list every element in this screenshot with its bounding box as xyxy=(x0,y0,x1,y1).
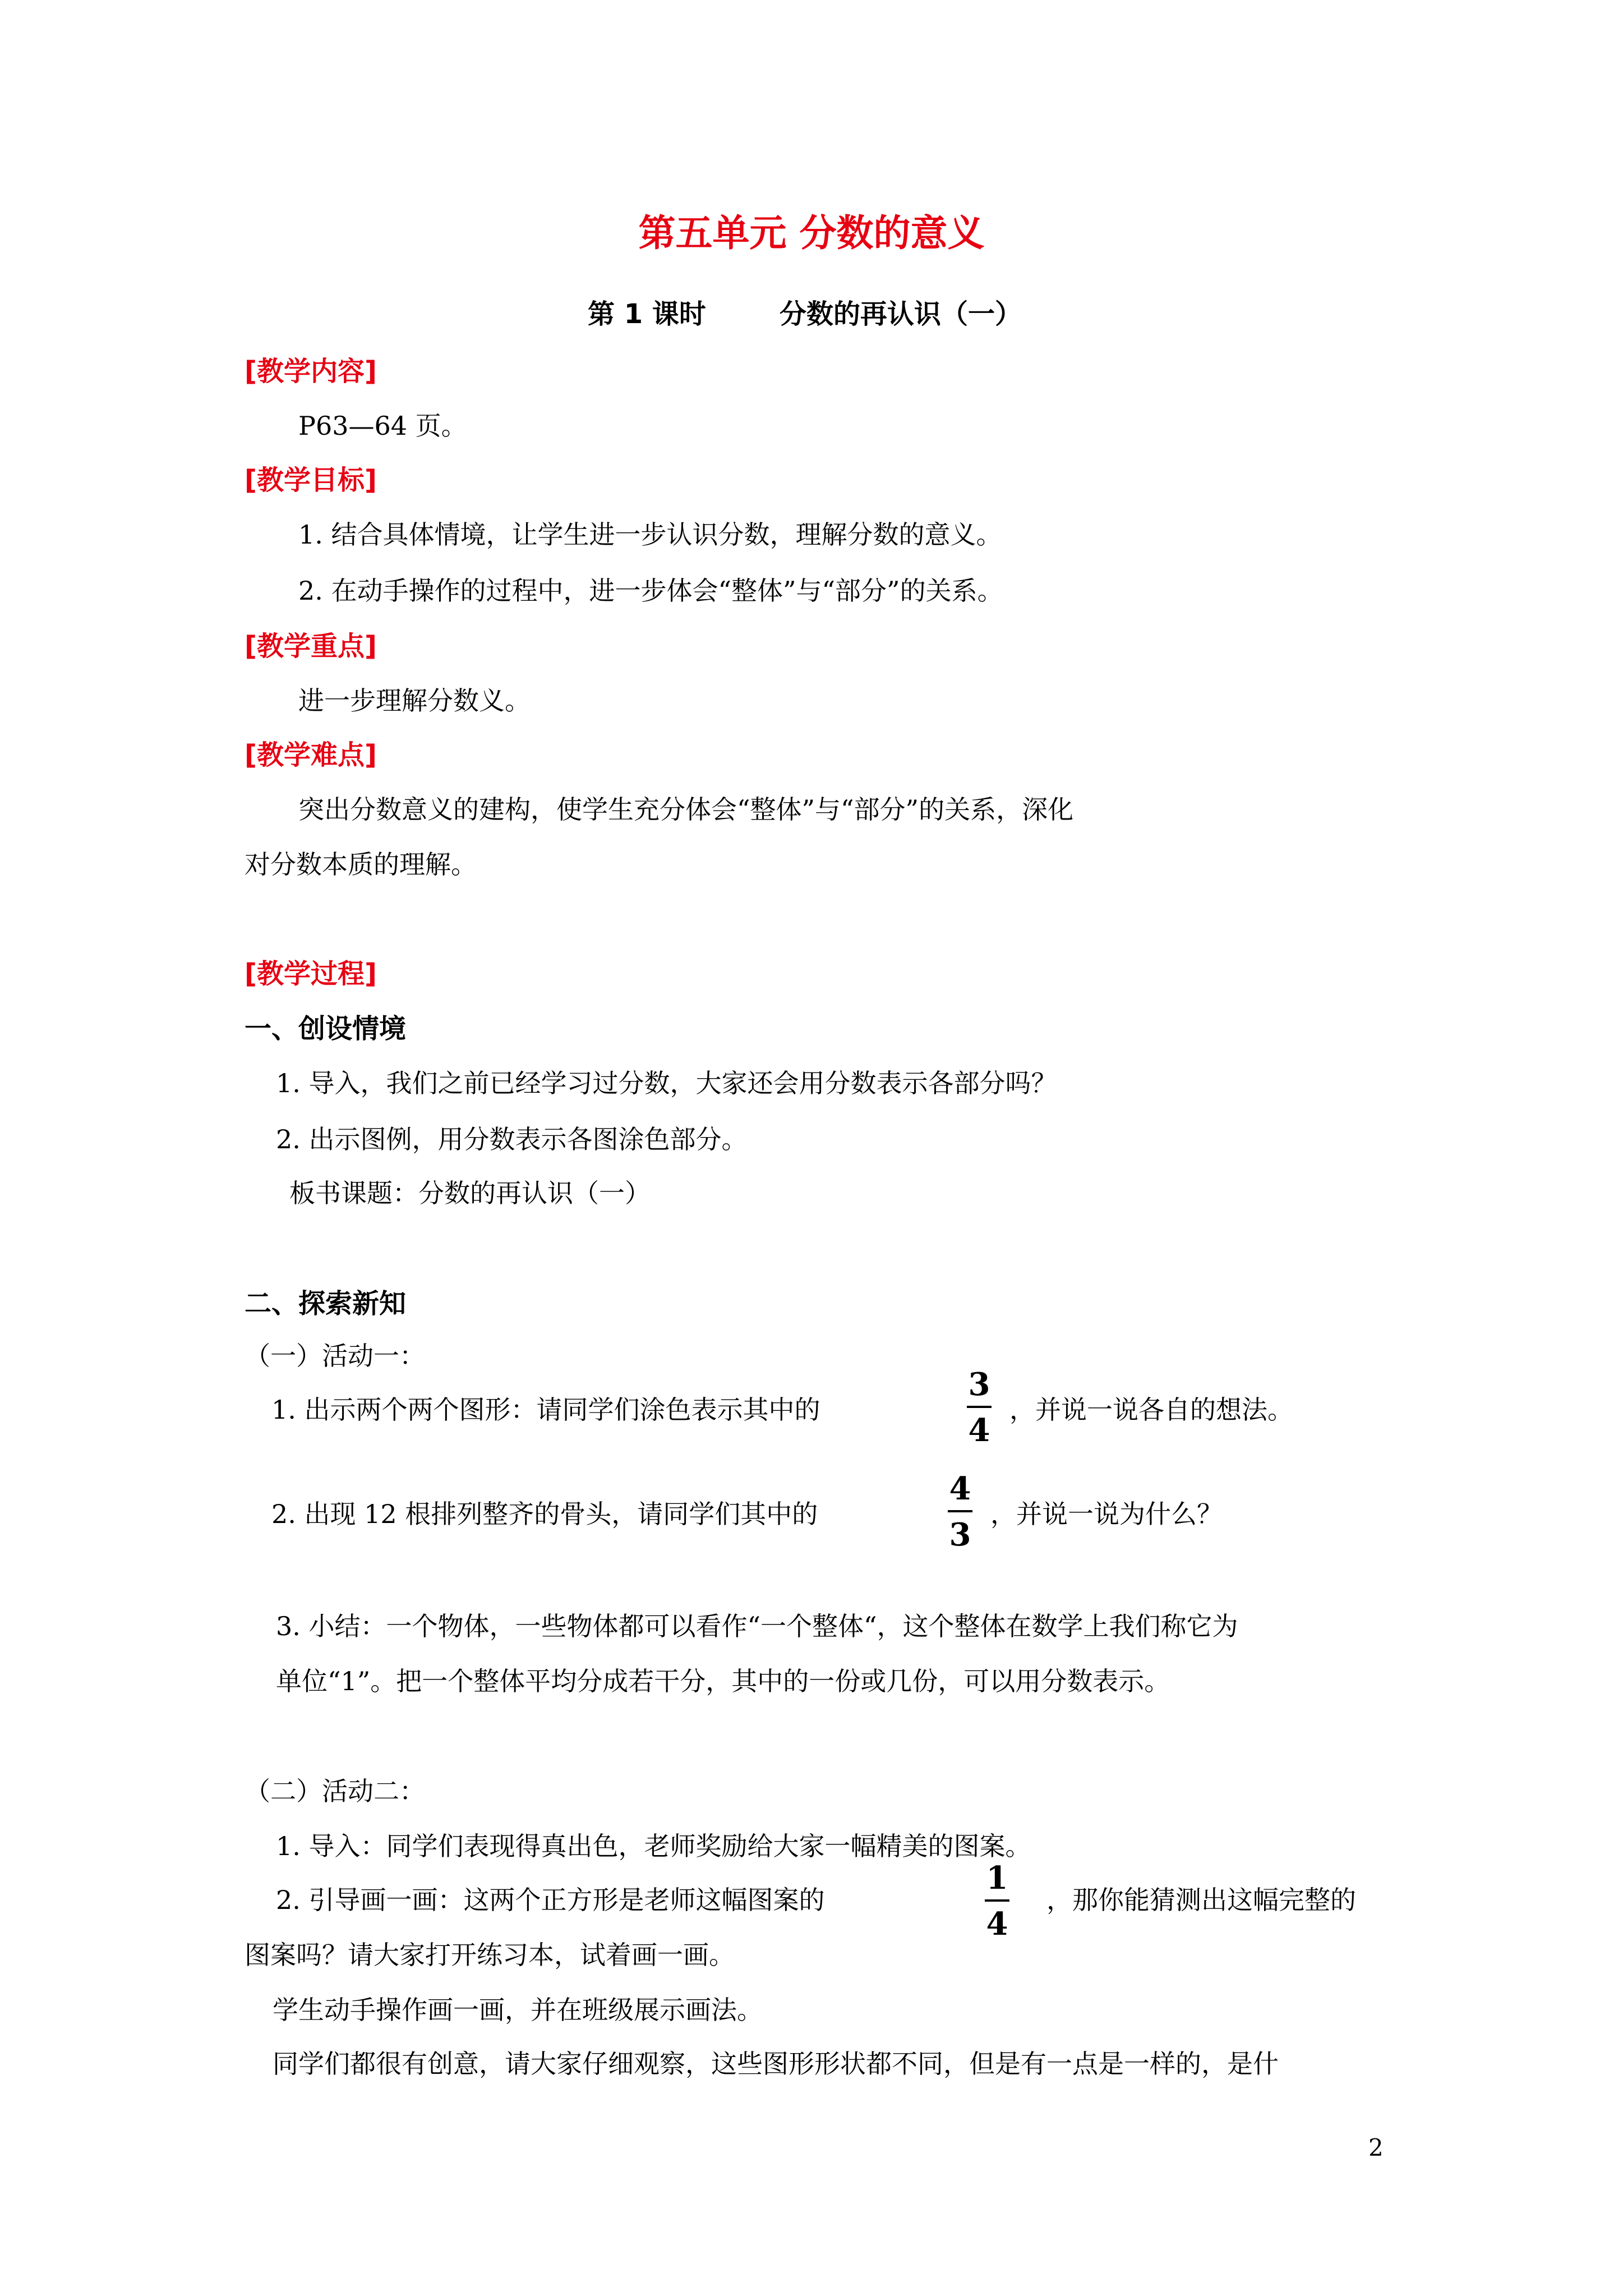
fraction-denominator: 3 xyxy=(949,1516,971,1553)
fraction-numerator: 4 xyxy=(949,1470,971,1507)
part1-board-title: 板书课题：分数的再认识（一） xyxy=(289,1178,651,1208)
a1-item2-suffix: ，并说一说为什么？ xyxy=(990,1499,1223,1529)
section-key-label: [教学重点] xyxy=(245,631,377,662)
difficulty-line-2: 对分数本质的理解。 xyxy=(245,849,477,880)
part1-item-2: 2. 出示图例，用分数表示各图涂色部分。 xyxy=(276,1124,748,1154)
section-goals-label: [教学目标] xyxy=(245,464,377,496)
lesson-number: 第 1 课时 xyxy=(588,298,706,330)
a2-item-3: 学生动手操作画一画，并在班级展示画法。 xyxy=(273,1995,763,2025)
goal-item-1: 1. 结合具体情境，让学生进一步认识分数，理解分数的意义。 xyxy=(298,519,1002,550)
section-process-label: [教学过程] xyxy=(245,958,377,990)
fraction-denominator: 4 xyxy=(968,1412,990,1449)
content-text: P63—64 页。 xyxy=(298,411,467,441)
a2-item-1: 1. 导入：同学们表现得真出色，老师奖励给大家一幅精美的图案。 xyxy=(276,1831,1031,1861)
fraction-bar xyxy=(948,1510,972,1512)
page-number: 2 xyxy=(1368,2134,1384,2161)
fraction-one-quarter xyxy=(985,1860,1009,1943)
activity2-label: （二）活动二： xyxy=(245,1776,425,1806)
goal-item-2: 2. 在动手操作的过程中，进一步体会“整体”与“部分”的关系。 xyxy=(298,576,1003,606)
fraction-numerator: 3 xyxy=(968,1366,990,1403)
a1-item2-text: 2. 出现 12 根排列整齐的骨头，请同学们其中的 xyxy=(271,1499,818,1529)
lesson-name: 分数的再认识（一） xyxy=(780,298,1022,330)
a1-item3-line-2: 单位“1”。把一个整体平均分成若干分，其中的一份或几份，可以用分数表示。 xyxy=(276,1666,1170,1696)
section-difficulty-label: [教学难点] xyxy=(245,739,377,771)
a1-item1-text: 1. 出示两个两个图形：请同学们涂色表示其中的 xyxy=(271,1395,820,1425)
a1-item1-suffix: ，并说一说各自的想法。 xyxy=(1009,1395,1293,1425)
activity1-label: （一）活动一： xyxy=(245,1341,425,1371)
a2-item-4: 同学们都很有创意，请大家仔细观察，这些图形形状都不同，但是有一点是一样的，是什 xyxy=(273,2049,1279,2079)
part2-heading: 二、探索新知 xyxy=(245,1288,407,1319)
section-content-label: [教学内容] xyxy=(245,356,377,387)
fraction-bar xyxy=(985,1899,1009,1902)
difficulty-line-1: 突出分数意义的建构，使学生充分体会“整体”与“部分”的关系，深化 xyxy=(298,794,1074,825)
unit-title: 第五单元 分数的意义 xyxy=(638,211,985,255)
key-text: 进一步理解分数义。 xyxy=(298,685,531,716)
fraction-numerator: 1 xyxy=(986,1860,1008,1897)
fraction-bar xyxy=(967,1406,992,1408)
part1-item-1: 1. 导入，我们之前已经学习过分数，大家还会用分数表示各部分吗？ xyxy=(276,1068,1057,1098)
fraction-four-thirds xyxy=(948,1470,972,1553)
part1-heading: 一、创设情境 xyxy=(245,1013,407,1045)
fraction-denominator: 4 xyxy=(986,1906,1008,1943)
fraction-three-quarters xyxy=(967,1366,992,1449)
a1-item3-line-1: 3. 小结：一个物体，一些物体都可以看作“一个整体“，这个整体在数学上我们称它为 xyxy=(276,1611,1238,1641)
a2-item2-line-2: 图案吗？请大家打开练习本，试着画一画。 xyxy=(245,1940,735,1970)
a2-item2-suffix: ，那你能猜测出这幅完整的 xyxy=(1046,1885,1356,1915)
a2-item2-text: 2. 引导画一画：这两个正方形是老师这幅图案的 xyxy=(276,1885,825,1915)
